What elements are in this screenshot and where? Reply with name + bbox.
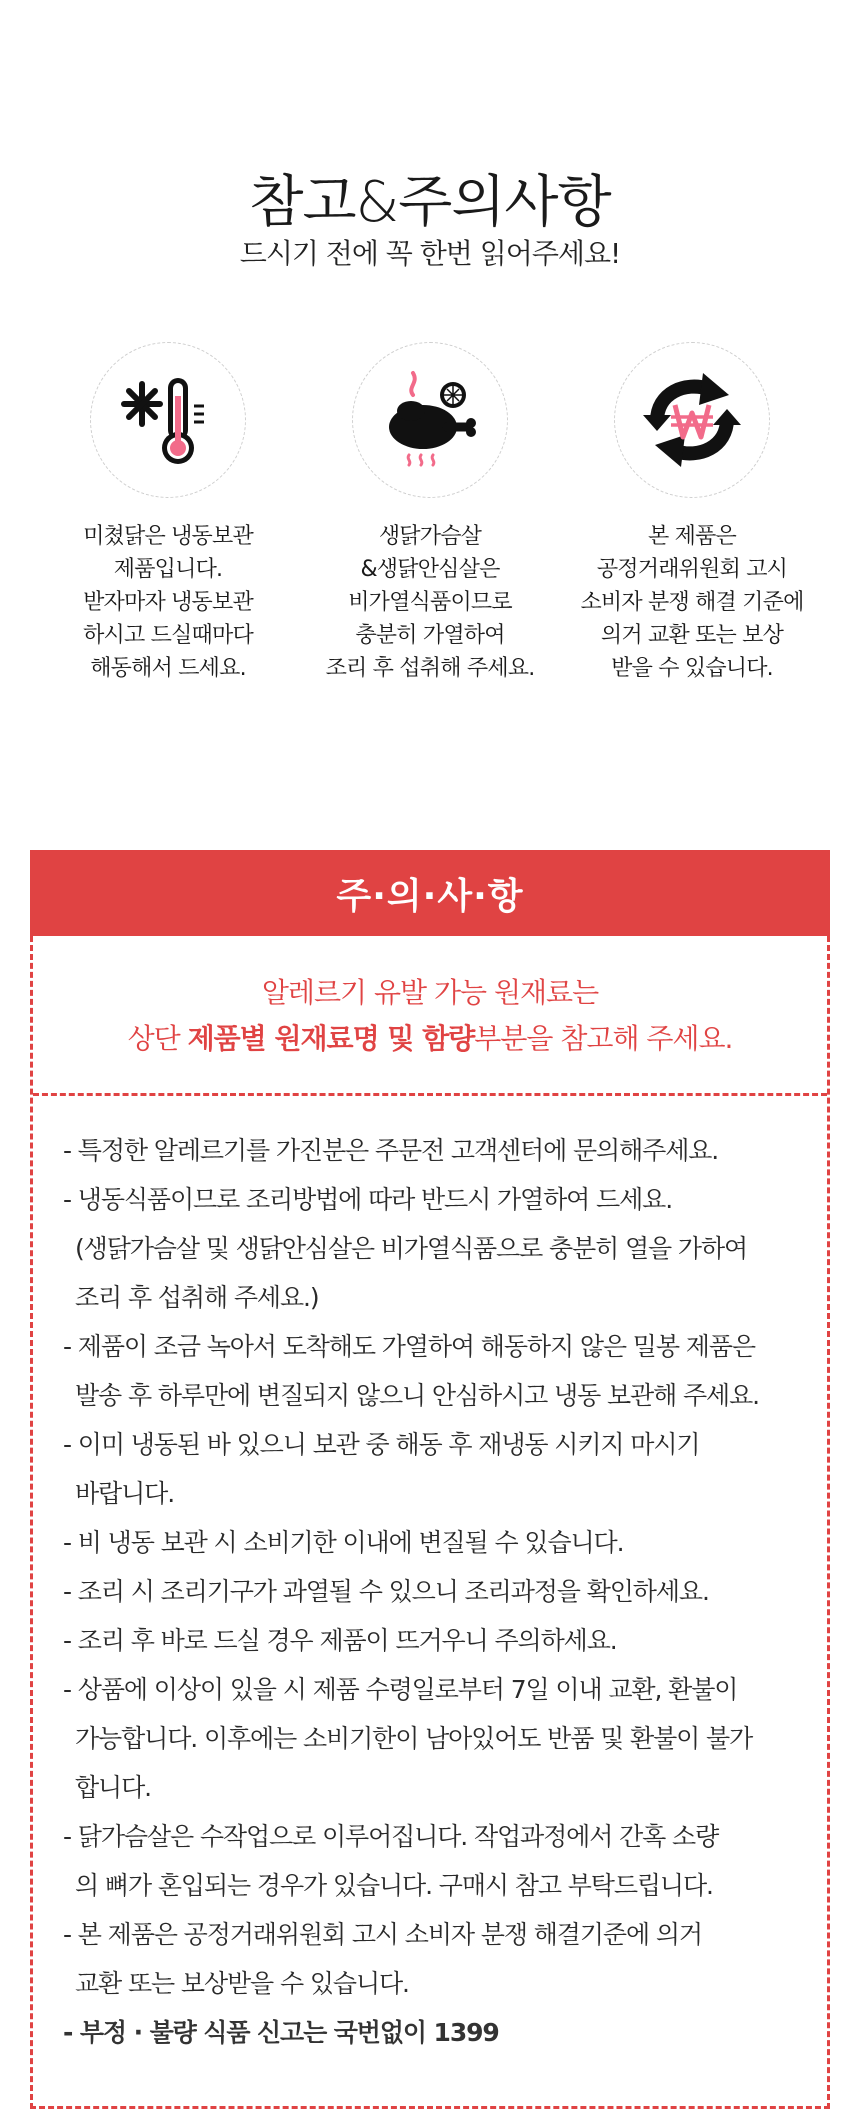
- notice-item: 가능합니다. 이후에는 소비기한이 남아있어도 반품 및 환불이 불가: [75, 1724, 753, 1753]
- notice-item: - 본 제품은 공정거래위원회 고시 소비자 분쟁 해결기준에 의거: [63, 1920, 702, 1949]
- report-hotline: - 부정 · 불량 식품 신고는 국번없이 1399: [63, 2018, 499, 2047]
- notice-item: - 특정한 알레르기를 가진분은 주문전 고객센터에 문의해주세요.: [63, 1136, 719, 1165]
- info-exchange: [557, 342, 827, 685]
- notice-item: 조리 후 섭취해 주세요.): [75, 1283, 319, 1312]
- icon-circle: [614, 342, 770, 498]
- notice-item: 바랍니다.: [75, 1479, 175, 1508]
- info-cooking: [295, 342, 565, 685]
- allergy-notice: [33, 970, 827, 1062]
- notice-item: 의 뼈가 혼입되는 경우가 있습니다. 구매시 참고 부탁드립니다.: [75, 1871, 713, 1900]
- icon-circle: [90, 342, 246, 498]
- notice-list: [63, 1126, 823, 2057]
- icon-circle: [352, 342, 508, 498]
- notice-item: 교환 또는 보상받을 수 있습니다.: [75, 1969, 409, 1998]
- won-exchange-icon: [637, 365, 747, 475]
- notice-item: - 냉동식품이므로 조리방법에 따라 반드시 가열하여 드세요.: [63, 1185, 673, 1214]
- cooked-chicken-icon: [375, 365, 485, 475]
- info-text: 본 제품은 공정거래위원회 고시 소비자 분쟁 해결 기준에 의거 교환 또는 보상 받을 수 있습니다.: [580, 524, 804, 681]
- notice-item: 발송 후 하루만에 변질되지 않으니 안심하시고 냉동 보관해 주세요.: [75, 1381, 759, 1410]
- notice-item: (생닭가슴살 및 생닭안심살은 비가열식품으로 충분히 열을 가하여: [75, 1234, 748, 1263]
- allergy-line-2-pre: 상단: [127, 1022, 188, 1055]
- allergy-line-2: [33, 1016, 827, 1062]
- notice-box: [30, 936, 830, 2109]
- allergy-line-2-bold: 제품별 원재료명 및 함량: [187, 1022, 475, 1055]
- info-icons-row: [0, 342, 860, 702]
- freezer-thermometer-icon: [118, 370, 218, 470]
- page-title: 참고&주의사항: [249, 170, 611, 235]
- notice-item: - 조리 후 바로 드실 경우 제품이 뜨거우니 주의하세요.: [63, 1626, 617, 1655]
- page-subtitle: 드시기 전에 꼭 한번 읽어주세요!: [239, 237, 621, 270]
- allergy-line-2-post: 부분을 참고해 주세요.: [474, 1022, 733, 1055]
- notice-header: 주·의·사·항: [30, 850, 830, 936]
- notice-item: - 닭가슴살은 수작업으로 이루어집니다. 작업과정에서 간혹 소량: [63, 1822, 719, 1851]
- info-text: 생닭가슴살 &생닭안심살은 비가열식품이므로 충분히 가열하여 조리 후 섭취해 주세요.: [325, 524, 535, 681]
- notice-item: - 상품에 이상이 있을 시 제품 수령일로부터 7일 이내 교환, 환불이: [63, 1675, 738, 1704]
- notice-item: - 제품이 조금 녹아서 도착해도 가열하여 해동하지 않은 밀봉 제품은: [63, 1332, 755, 1361]
- dashed-divider: [33, 1093, 827, 1096]
- notice-item: - 조리 시 조리기구가 과열될 수 있으니 조리과정을 확인하세요.: [63, 1577, 709, 1606]
- allergy-line-1: 알레르기 유발 가능 원재료는: [261, 976, 599, 1009]
- notice-item: - 이미 냉동된 바 있으니 보관 중 해동 후 재냉동 시키지 마시기: [63, 1430, 700, 1459]
- info-text: 미쳤닭은 냉동보관 제품입니다. 받자마자 냉동보관 하시고 드실때마다 해동해서 드세요.: [83, 524, 253, 681]
- notice-item: - 비 냉동 보관 시 소비기한 이내에 변질될 수 있습니다.: [63, 1528, 624, 1557]
- notice-item: 합니다.: [75, 1773, 151, 1802]
- info-freezer: [33, 342, 303, 685]
